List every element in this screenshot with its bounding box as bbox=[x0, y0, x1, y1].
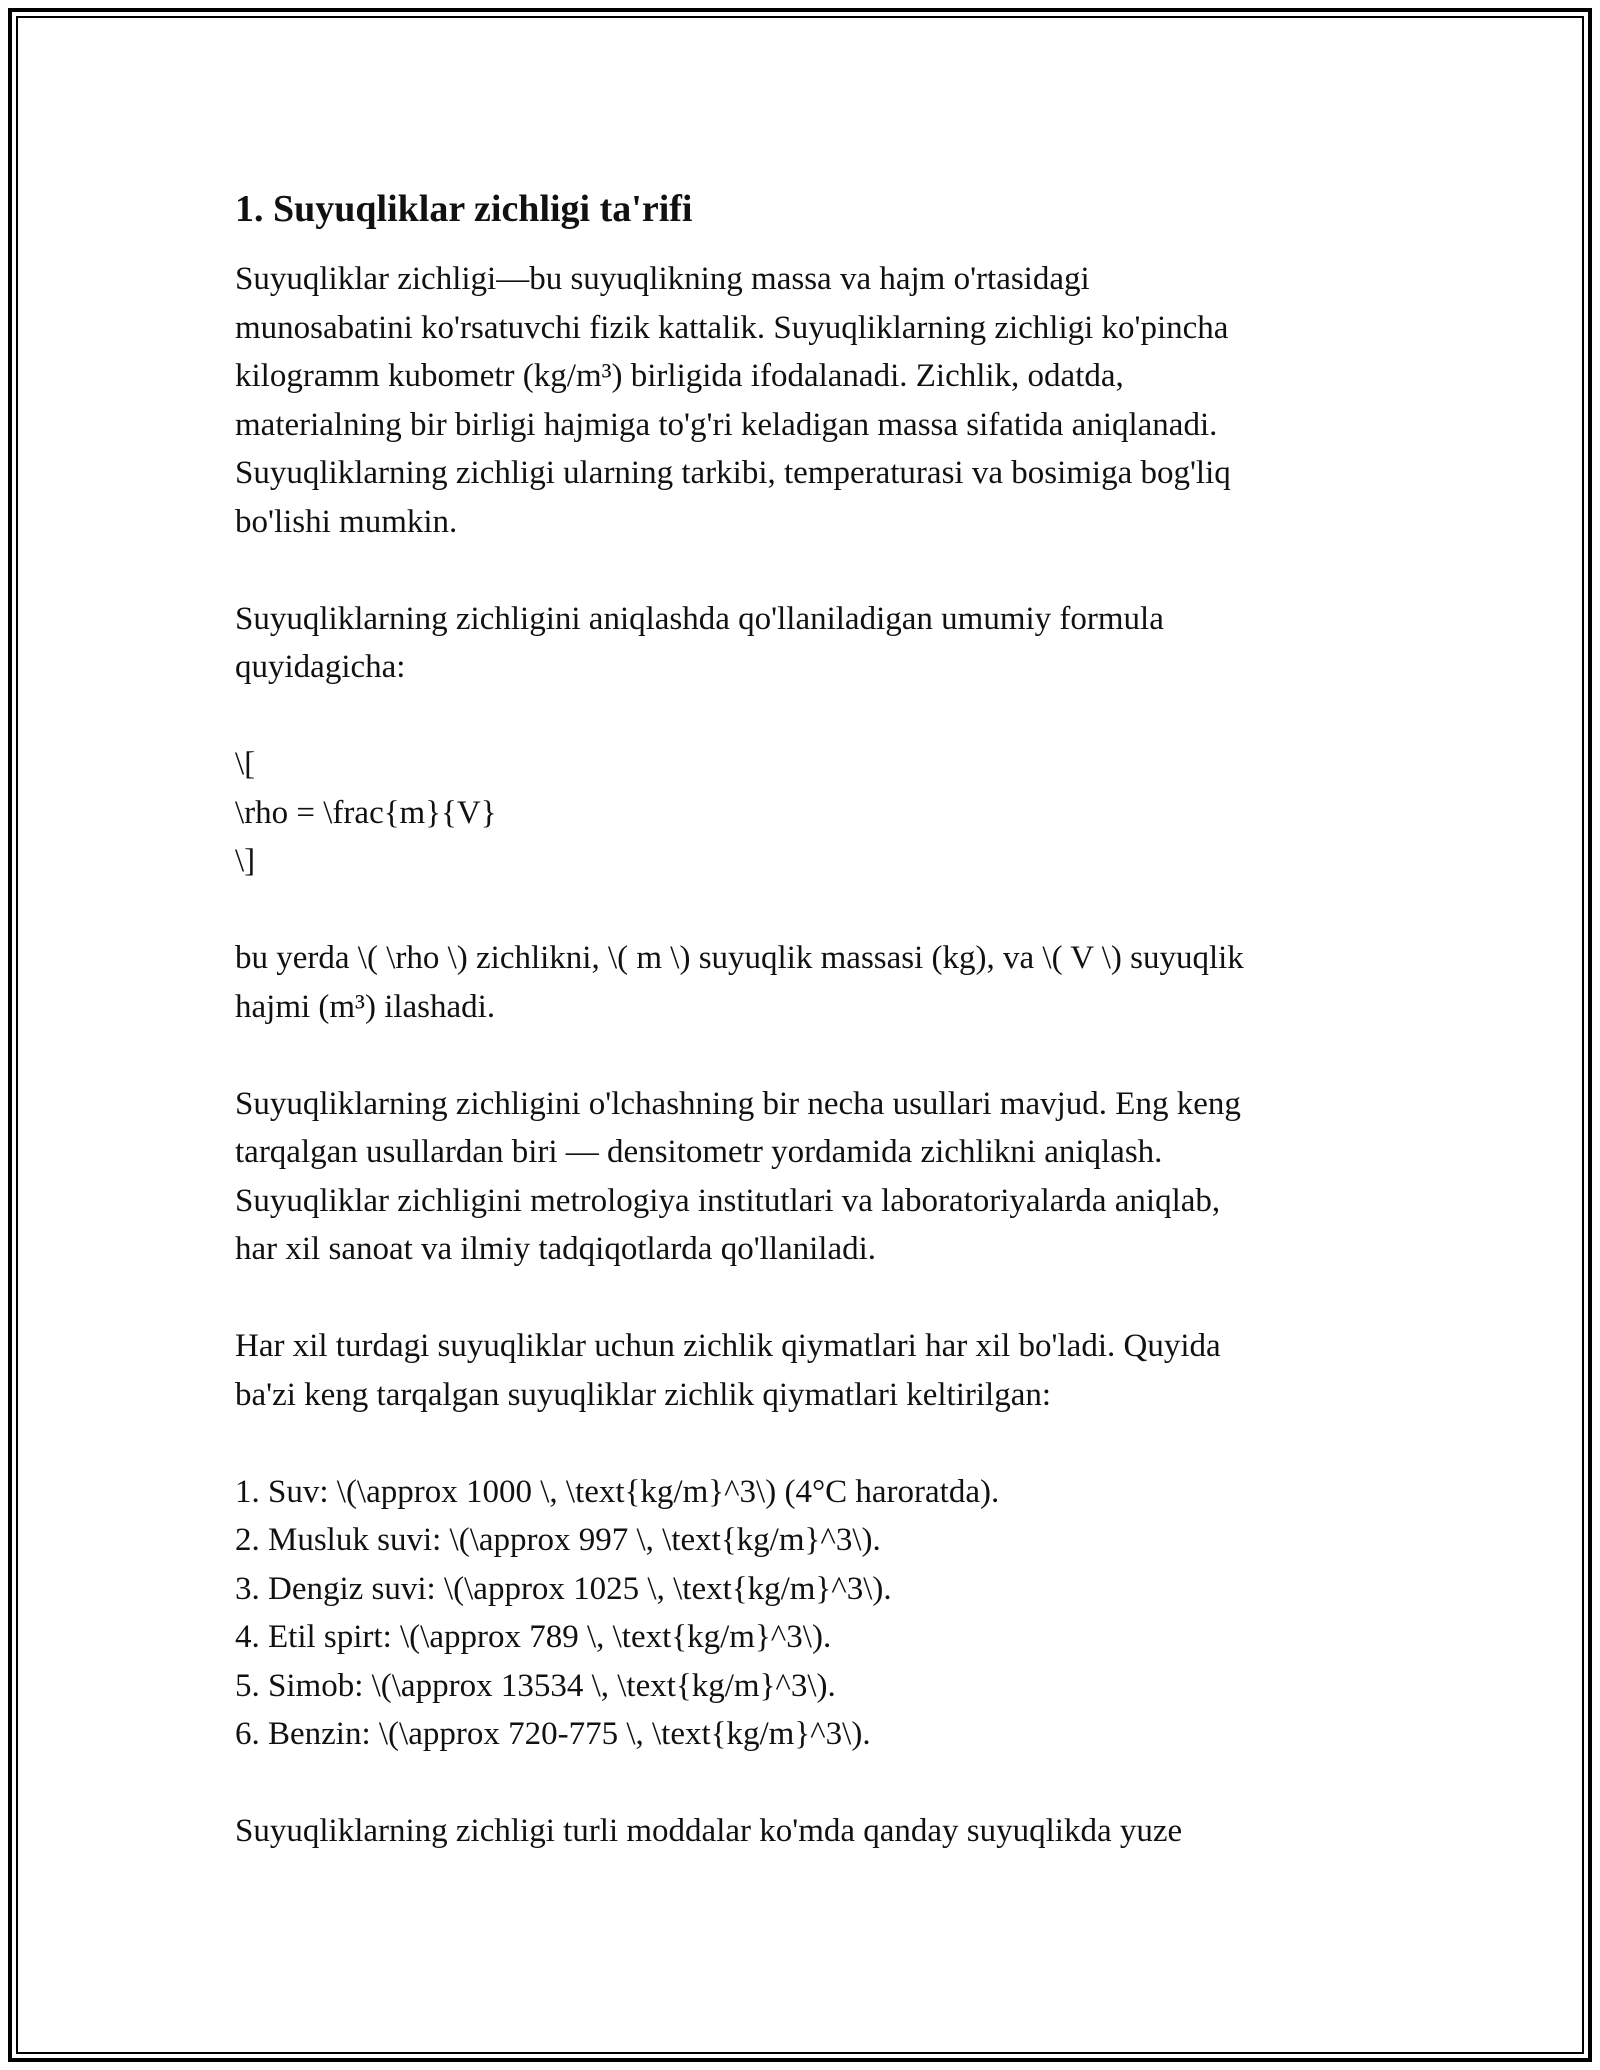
paragraph-formula-intro bbox=[235, 595, 1365, 692]
density-list bbox=[235, 1468, 1365, 1759]
paragraph-closing bbox=[235, 1807, 1365, 1856]
text-line: Suyuqliklarning zichligini o'lchashning bir necha usullari mavjud. Eng keng bbox=[235, 1085, 1241, 1122]
paragraph-variables bbox=[235, 934, 1365, 1031]
text-line: kilogramm kubometr (kg/m³) birligida ifodalanadi. Zichlik, odatda, bbox=[235, 358, 1124, 394]
text-line: Har xil turdagi suyuqliklar uchun zichlik qiymatlari har xil bo'ladi. Quyida bbox=[235, 1328, 1221, 1364]
list-item: 5. Simob: \(\approx 13534 \, \text{kg/m}^3\). bbox=[235, 1667, 836, 1704]
text-line: Suyuqliklar zichligini metrologiya institutlari va laboratoriyalarda aniqlab, bbox=[235, 1182, 1221, 1219]
formula-line: \] bbox=[235, 843, 256, 879]
text-line: materialning bir birligi hajmiga to'g'ri keladigan massa sifatida aniqlanadi. bbox=[235, 406, 1218, 443]
list-item: 1. Suv: \(\approx 1000 \, \text{kg/m}^3\) (4°C haroratda). bbox=[235, 1473, 1000, 1510]
text-line: bo'lishi mumkin. bbox=[235, 503, 458, 540]
paragraph-definition bbox=[235, 255, 1365, 546]
text-line: Suyuqliklar zichligi—bu suyuqlikning massa va hajm o'rtasidagi bbox=[235, 261, 1090, 297]
text-line: hajmi (m³) ilashadi. bbox=[235, 988, 496, 1025]
text-line: quyidagicha: bbox=[235, 649, 406, 685]
text-line: Suyuqliklarning zichligini aniqlashda qo'llaniladigan umumiy formula bbox=[235, 600, 1164, 637]
text-line: Suyuqliklarning zichligi ularning tarkibi, temperaturasi va bosimiga bog'liq bbox=[235, 455, 1231, 491]
text-line: bu yerda \( \rho \) zichlikni, \( m \) suyuqlik massasi (kg), va \( V \) suyuqlik bbox=[235, 940, 1244, 976]
list-item: 4. Etil spirt: \(\approx 789 \, \text{kg/m}^3\). bbox=[235, 1619, 832, 1655]
paragraph-methods bbox=[235, 1080, 1365, 1274]
paragraph-values-intro bbox=[235, 1322, 1365, 1419]
list-item: 2. Musluk suvi: \(\approx 997 \, \text{kg/m}^3\). bbox=[235, 1522, 881, 1558]
text-line: munosabatini ko'rsatuvchi fizik kattalik. Suyuqliklarning zichligi ko'pincha bbox=[235, 309, 1229, 346]
text-line: ba'zi keng tarqalgan suyuqliklar zichlik qiymatlari keltirilgan: bbox=[235, 1376, 1052, 1413]
list-item: 6. Benzin: \(\approx 720-775 \, \text{kg/m}^3\). bbox=[235, 1716, 871, 1752]
section-heading: 1. Suyuqliklar zichligi ta'rifi bbox=[235, 188, 693, 230]
text-line: tarqalgan usullardan biri — densitometr yordamida zichlikni aniqlash. bbox=[235, 1134, 1163, 1170]
text-line: har xil sanoat va ilmiy tadqiqotlarda qo'llaniladi. bbox=[235, 1231, 877, 1267]
formula-line: \[ bbox=[235, 746, 256, 782]
text-line: Suyuqliklarning zichligi turli moddalar ko'mda qanday suyuqlikda yuze bbox=[235, 1813, 1183, 1849]
formula-block bbox=[235, 740, 1365, 886]
document-body bbox=[235, 185, 1365, 1904]
formula-line: \rho = \frac{m}{V} bbox=[235, 794, 497, 831]
list-item: 3. Dengiz suvi: \(\approx 1025 \, \text{kg/m}^3\). bbox=[235, 1570, 892, 1607]
